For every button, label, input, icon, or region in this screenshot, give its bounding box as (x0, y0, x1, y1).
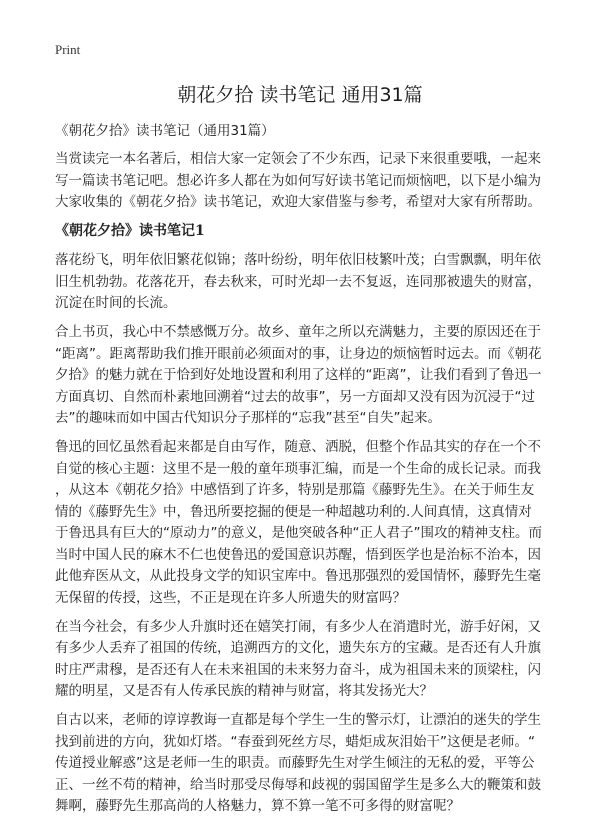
text-line: 鲁迅的回忆虽然看起来都是自由写作，随意、洒脱，但整个作品其实的存在一个不 (55, 439, 541, 455)
text-line: 情的《藤野先生》中，鲁迅所要挖掘的便是一种超越功利的.人间真情，这真情对 (55, 503, 532, 520)
text-line: 此他弃医从文，从此投身文学的知识宝库中。鲁迅那强烈的爱国情怀，藤野先生毫 (55, 568, 541, 584)
document-body (55, 121, 555, 825)
text-line: 于鲁迅具有巨大的“原动力”的意义，是他突破各种“正人君子”围攻的精神支柱。而 (55, 525, 542, 541)
body-paragraph (55, 617, 555, 703)
section-heading: 《朝花夕拾》读书笔记1 (55, 223, 205, 239)
text-line: 舞啊，藤野先生那高尚的人格魅力，算不算一笔不可多得的财富呢？ (55, 798, 460, 814)
print-link[interactable]: Print (55, 42, 81, 57)
text-line: 自古以来，老师的谆谆教诲一直都是每个学生一生的警示灯，让漂泊的迷失的学生 (55, 712, 541, 728)
text-line: 在当今社会，有多少人升旗时还在嬉笑打闹，有多少人在消遣时光，游手好闲，又 (55, 618, 541, 635)
text-line: “距离”。距离帮助我们推开眼前必须面对的事，让身边的烦恼暂时远去。而《朝花 (55, 345, 542, 362)
text-line: 大家收集的《朝花夕拾》读书笔记，欢迎大家借鉴与参考，希望对大家有所帮助。 (55, 194, 541, 210)
text-line: ，从这本《朝花夕拾》中感悟到了许多，特别是那篇《藤野先生》。在关于师生友 (55, 482, 535, 498)
text-line: 沉淀在时间的长流。 (55, 295, 177, 311)
body-paragraph (55, 710, 555, 818)
text-line: 找到前进的方向，犹如灯塔。“春蚕到死丝方尽，蜡炬成灰泪始干”这便是老师。“ (55, 733, 535, 750)
text-line: 无保留的传授，这些，不正是现在许多人所遗失的财富吗？ (55, 589, 406, 606)
body-paragraph (55, 322, 555, 430)
text-line: 有多少人丢弃了祖国的传统，追溯西方的文化，遗失东方的宝藏。是否还有人升旗 (55, 640, 541, 656)
text-line: 当赏读完一本名著后，相信大家一定领会了不少东西，记录下来很重要哦，一起来 (55, 151, 541, 167)
text-line: 方面真切、自然而朴素地回溯着“过去的故事”，另一方面却又没有因为沉浸于“过 (55, 388, 535, 405)
text-line: 时庄严肃穆，是否还有人在未来祖国的未来努力奋斗，成为祖国未来的顶梁柱，闪 (55, 661, 541, 678)
text-line: 正、一丝不苟的精神，给当时那受尽侮辱和歧视的弱国留学生是多么大的鞭策和鼓 (55, 776, 541, 793)
body-paragraph (55, 250, 555, 315)
text-line: 落花纷飞，明年依旧繁花似锦；落叶纷纷，明年依旧枝繁叶茂；白雪飘飘，明年依 (55, 252, 541, 268)
text-line: 夕拾》的魅力就在于恰到好处地设置和利用了这样的“距离”，让我们看到了鲁迅一 (55, 367, 542, 383)
text-line: 去”的趣味而如中国古代知识分子那样的“忘我”甚至“自失”起来。 (55, 410, 441, 426)
text-line: 旧生机勃勃。花落花开，春去秋来，可时光却一去不复返，连同那被遗失的财富， (55, 273, 541, 290)
text-line: 当时中国人民的麻木不仁也使鲁迅的爱国意识苏醒，悟到医学也是治标不治本，因 (55, 546, 541, 563)
text-line: 写一篇读书笔记吧。想必许多人都在为如何写好读书笔记而烦恼吧，以下是小编为 (55, 172, 541, 189)
section-paragraphs (55, 250, 555, 818)
text-line: 自觉的核心主题：这里不是一般的童年琐事汇编，而是一个生命的成长记录。而我 (55, 460, 541, 477)
document-subtitle: 《朝花夕拾》读书笔记（通用31篇） (55, 123, 275, 139)
text-line: 传道授业解惑”这是老师一生的职责。而藤野先生对学生倾注的无私的爱，平等公 (55, 755, 535, 771)
text-line: 耀的明星，又是否有人传承民族的精神与财富，将其发扬光大？ (55, 683, 433, 699)
body-paragraph (55, 437, 555, 609)
text-line: 合上书页，我心中不禁感慨万分。故乡、童年之所以充满魅力，主要的原因还在于 (55, 324, 541, 340)
page-title: 朝花夕拾 读书笔记 通用31篇 (177, 84, 423, 106)
intro-paragraph (55, 149, 555, 214)
